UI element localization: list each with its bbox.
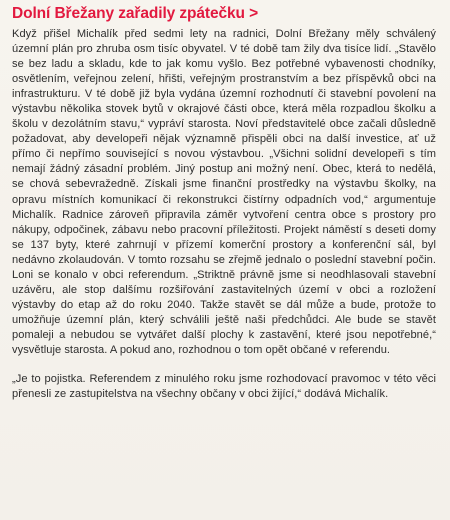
article-heading: Dolní Břežany zařadily zpátečku > <box>12 5 259 22</box>
article-quote-paragraph: „Je to pojistka. Referendem z minulého roku jsme rozhodovací pravomoc v této věci přenesli ze zastupitelstva na všechny občany v obci žijící,“ dodává Michalík. <box>12 373 436 401</box>
article-body-paragraph: Když přišel Michalík před sedmi lety na radnici, Dolní Břežany měly schválený územní plán pro zhruba osm tisíc obyvatel. V té době tam žily dva tisíce lidí. „Stavělo se bez ladu a skladu, kde to jak komu vyšlo. Bez potřebné vybavenosti chodníky, osvětlením, veřejnou zelení, hřišti, veřejným prostranstvím a bez příspěvků obci na infrastrukturu. V té době již byla vydána územní rozhodnutí či stavební povolení na výstavbu několika stovek bytů v okrajové části obce, která měla rozpadlou školku a školu v dezolátním stavu,“ vypráví starosta. Noví představitelé obce začali důsledně požadovat, aby developeři nějak významně přispěli obci na další investice, ať už přímo či nepřímo související s novou výstavbou. „Všichni solidní developeři s tím nemají žádný zásadní problém. Jiný postup ani možný není. Obec, která to nedělá, se chová sebevražedně. Získali jsme finanční prostředky na výstavbu školky, na opravu místních komunikací či rekonstrukci čistírny odpadních vod,“ argumentuje Michalík. Radnice zároveň připravila záměr vytvoření centra obce s prostory pro nákupy, odpočinek, zábavu nebo pracovní příležitosti. Projekt náměstí s deseti domy se 137 byty, které zahrnují v přízemí komerční prostory a konferenční sál, byl nedávno zkolaudován. V tomto rozsahu se zřejmě jednalo o poslední stavební počin. Loni se konalo v obci referendum. „Striktně právně jsme si neodhlasovali stavební uzávěru, ale stop dalšímu rozšiřování zastavitelných území v obci a rozložení výstavby do etap až do roku 2040. Takže stavět se dál může a bude, protože to umožňuje územní plán, který schválili ještě naši předchůdci. Ale bude se stavět pomaleji a nebudou se vytvářet další plochy k zastavění, které jsou nepotřebné,“ vysvětluje starosta. A pokud ano, rozhodnou o tom opět občané v referendu. <box>12 28 436 356</box>
